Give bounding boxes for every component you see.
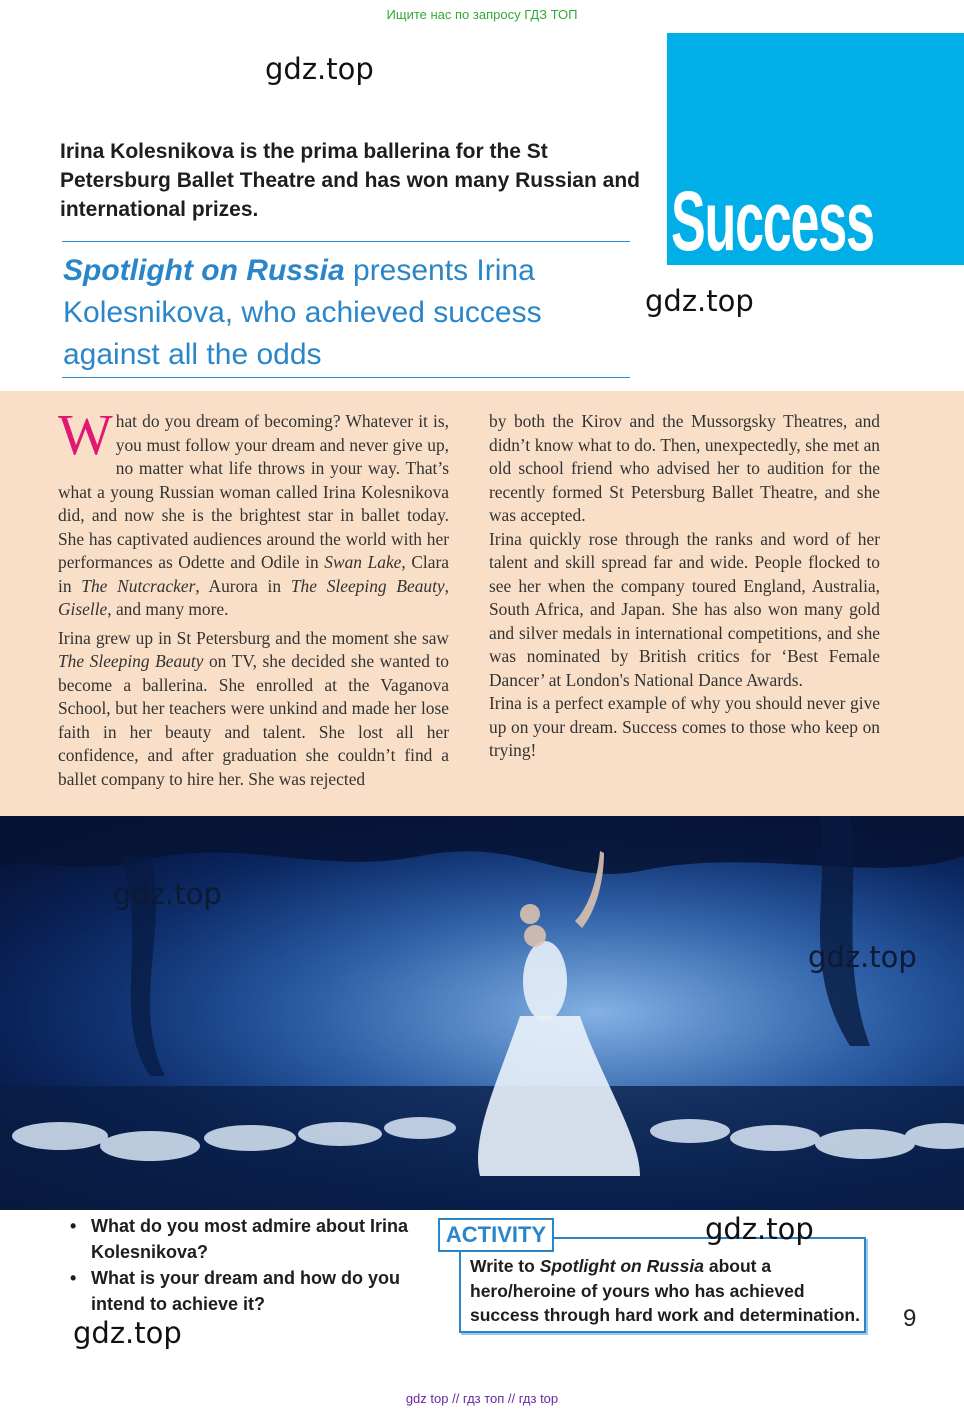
watermark: gdz.top — [265, 52, 374, 86]
discussion-questions — [70, 1213, 430, 1317]
ballet-photo — [0, 816, 964, 1210]
watermark: gdz.top — [113, 877, 222, 911]
intro-text: Irina Kolesnikova is the prima ballerina for the St Petersburg Ballet Theatre and has won many Russian and international prizes. — [60, 140, 640, 221]
footer-links[interactable]: gdz top // гдз топ // гдз top — [405, 1391, 559, 1406]
watermark: gdz.top — [73, 1316, 182, 1350]
question-item: • What do you most admire about Irina Kolesnikova? — [70, 1213, 430, 1265]
article-paragraph: Irina is a perfect example of why you should never give up on your dream. Success comes to those who keep on trying! — [489, 693, 880, 760]
article-column-1 — [58, 402, 449, 796]
activity-label: ACTIVITY — [438, 1218, 554, 1252]
article-body — [0, 391, 964, 816]
article-column-2 — [489, 410, 880, 768]
question-item: • What is your dream and how do you intend to achieve it? — [70, 1265, 430, 1317]
headline-brand: Spotlight on Russia — [63, 254, 345, 287]
headline-rest: presents Irina Kolesnikova, who achieved success against all the odds — [63, 254, 542, 371]
section-title: Success — [671, 174, 874, 268]
divider — [62, 377, 630, 378]
drop-cap: W — [58, 402, 113, 467]
article-paragraph: What do you dream of becoming? Whatever it is, you must follow your dream and never give up, no matter what life throws in your way. That’s what a young Russian woman called Irina Kolesnikova did, and now she is the brightest star in ballet today. She has captivated audiences around the world with her performances as Odette and Odile in Swan Lake, Clara in The Nutcracker, Aurora in The Sleeping Beauty, Giselle, and many more. — [58, 402, 449, 619]
divider — [62, 241, 630, 242]
watermark: gdz.top — [808, 940, 917, 974]
section-title-box — [667, 33, 964, 268]
watermark: gdz.top — [705, 1212, 814, 1246]
ballet-scene-illustration — [0, 816, 964, 1210]
article-paragraph: by both the Kirov and the Mussorgsky Theatres, and didn’t know what to do. Then, unexpectedly, she met an old school friend who advised her to audition for the recently formed St Petersburg Ballet Theatre, and she was accepted. — [489, 411, 880, 525]
article-paragraph: Irina grew up in St Petersburg and the moment she saw The Sleeping Beauty on TV, she decided she wanted to become a ballerina. She enrolled at the Vaganova School, but her teachers were unkind and made her lose faith in her beauty and talent. She lost all her confidence, and after graduation she couldn’t find a ballet company to hire her. She was rejected — [58, 627, 449, 789]
article-paragraph: Irina quickly rose through the ranks and word of her talent and skill spread far and wide. People flocked to see her when the company toured England, Australia, South Africa, and Japan. She has also won many gold and silver medals in international competitions, and she was nominated by British critics for ‘Best Female Dancer’ at London's National Dance Awards. — [489, 528, 880, 690]
top-banner[interactable]: Ищите нас по запросу ГДЗ ТОП — [386, 7, 578, 22]
activity-text: Write to Spotlight on Russia about a hero/heroine of yours who has achieved success through hard work and determination. — [470, 1256, 860, 1325]
watermark: gdz.top — [645, 284, 754, 318]
page-number: 9 — [903, 1305, 917, 1332]
headline — [63, 250, 633, 376]
